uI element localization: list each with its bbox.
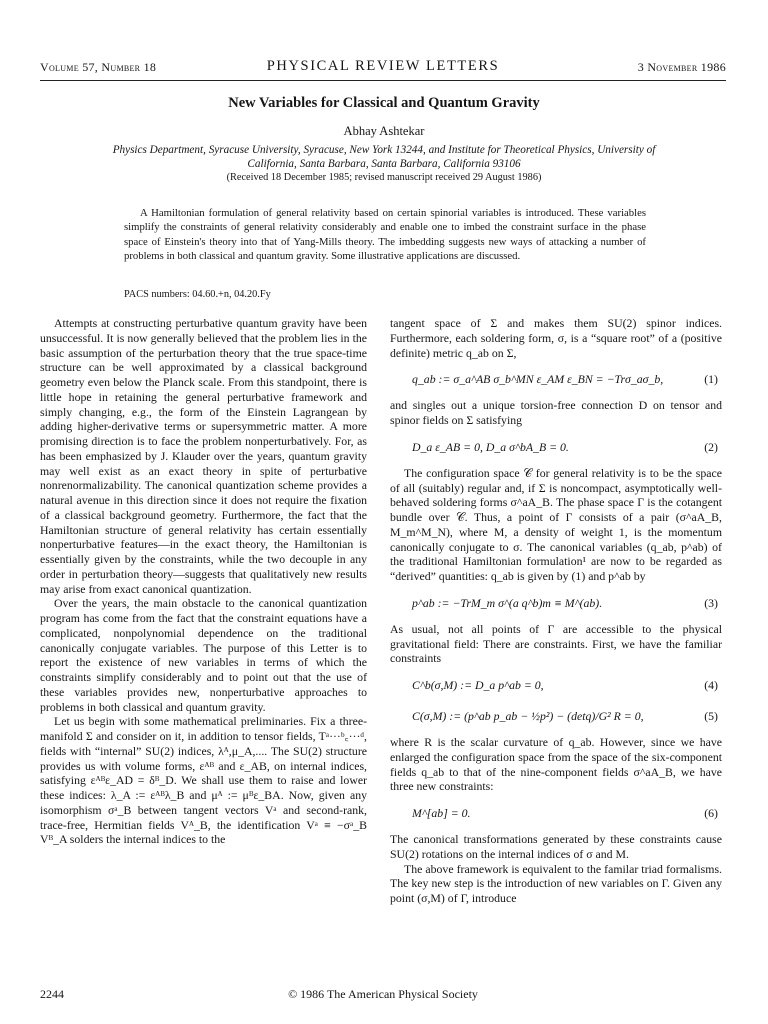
paragraph-configuration-space: The configuration space 𝒞 for general relativity is to be the space of all (suitably) regular and, if Σ is noncompact, asymptotically well-behaved soldering forms σ^aA_B. The phase space Γ is the cotangent bundle over 𝒞. Thus, a point of Γ consists of a pair (σ^aA_B, M_m^M_N), where M, a density of weight 1, is the momentum canonically conjugate to σ. The canonical variables (q_ab, p^ab) of the traditional Hamiltonian formulation¹ are now to be regarded as “derived” quantities: q_ab is given by (1) and p^ab by — [390, 465, 722, 583]
paragraph-constraints: As usual, not all points of Γ are accessible to the physical gravitational field: There are constraints. First, we have the familiar constraints — [390, 621, 722, 666]
paragraph-soldering: tangent space of Σ and makes them SU(2) spinor indices. Furthermore, each soldering form, σ, is a “square root” of a (positive definite) metric q_ab on Σ, — [390, 316, 722, 360]
equation-2-number: (2) — [704, 439, 718, 454]
equation-1-number: (1) — [704, 372, 718, 387]
equation-2 — [390, 435, 722, 459]
equation-5 — [390, 704, 722, 728]
right-column — [390, 316, 722, 906]
page-number: 2244 — [40, 987, 64, 1001]
equation-5-body: C(σ,M) := (p^ab p_ab − ½p²) − (detq)/G² R = 0, — [412, 709, 644, 723]
abstract: A Hamiltonian formulation of general relativity based on certain spinorial variables is introduced. These variables simplify the constraints of general relativity considerably and enable one to imbed the constraint surface in the phase space of Einstein's theory into that of Yang-Mills theory. The imbedding suggests new ways of attacking a number of problems in both classical and quantum gravity. Some illustrative applications are discussed. — [124, 207, 646, 262]
equation-2-body: D_a ε_AB = 0, D_a σ^bA_B = 0. — [412, 439, 569, 454]
equation-3-number: (3) — [704, 595, 718, 610]
equation-1-body: q_ab := σ_a^AB σ_b^MN ε_AM ε_BN = −Trσ_aσ_b, — [412, 372, 664, 387]
equation-6-number: (6) — [704, 806, 718, 820]
equation-5-number: (5) — [704, 709, 718, 723]
equation-1 — [390, 367, 722, 391]
equation-3-body: p^ab := −TrM_m σ^(a q^b)m ≡ M^(ab). — [412, 595, 603, 610]
paragraph-new-constraints: where R is the scalar curvature of q_ab. However, since we have enlarged the configuration space from the space of the six-component fields q_ab to that of the nine-component fields σ^aA_B, we have three new constraints: — [390, 735, 722, 794]
journal-name: PHYSICAL REVIEW LETTERS — [266, 58, 500, 74]
paragraph-canonical-transformations: The canonical transformations generated by these constraints cause SU(2) rotations on the internal indices of σ and M. — [390, 832, 722, 861]
pacs-numbers: PACS numbers: 04.60.+n, 04.20.Fy — [124, 289, 271, 300]
equation-6 — [390, 801, 722, 825]
received-dates: (Received 18 December 1985; revised manuscript received 29 August 1986) — [226, 172, 542, 183]
issue-date: 3 November 1986 — [637, 60, 726, 74]
running-header — [40, 58, 726, 81]
equation-6-body: M^[ab] = 0. — [412, 806, 471, 820]
paragraph-connection: and singles out a unique torsion-free connection D on tensor and spinor fields on Σ satisfying — [390, 398, 722, 427]
equation-4 — [390, 673, 722, 697]
paper-title: New Variables for Classical and Quantum Gravity — [228, 95, 540, 111]
author-name: Abhay Ashtekar — [343, 124, 425, 138]
equation-3 — [390, 591, 722, 615]
equation-4-body: C^b(σ,M) := D_a p^ab = 0, — [412, 678, 544, 692]
equation-4-number: (4) — [704, 678, 718, 692]
left-column — [40, 316, 367, 847]
copyright-notice: © 1986 The American Physical Society — [288, 987, 478, 1001]
paragraph-triad-formalism: The above framework is equivalent to the familar triad formalisms. The key new step is the introduction of new variables on Γ. Given any point (σ,M) of Γ, introduce — [390, 861, 722, 905]
volume-number: Volume 57, Number 18 — [40, 60, 157, 74]
author-affiliation: Physics Department, Syracuse University, Syracuse, New York 13244, and Institute for Theoretical Physics, University of California, Santa Barbara, Santa Barbara, California 93106 — [112, 144, 656, 170]
paragraph-obstacle: Over the years, the main obstacle to the canonical quantization program has come from the fact that the constraint equations have a complicated, nonpolynomial dependence on the traditional canonically conjugate variables. The purpose of this Letter is to report the existence of new variables in terms of which the constraints simplify considerably and to point out that the use of these variables provides new, nonperturbative approaches to problems in both classical and quantum gravity. — [40, 596, 367, 714]
paragraph-preliminaries: Let us begin with some mathematical preliminaries. Fix a three-manifold Σ and consider on it, in addition to tensor fields, Tᵃ···ᵇ꜀···ᵈ, fields with “internal” SU(2) indices, λᴬ,μ_A,.... The SU(2) structure provides us with volume forms, εᴬᴮ and ε_AB, on internal indices, satisfying εᴬᴮε_AD = δᴮ_D. We shall use them to raise and lower these indices: λ_A := εᴬᴮλ_B and μᴬ := μᴮε_BA. Now, given any isomorphism σᵃ_B between tangent vectors Vᵃ and second-rank, trace-free, Hermitian fields Vᴬ_B, the identification Vᵃ ≡ −σᵃ_B Vᴮ_A solders the internal indices to the — [40, 714, 367, 847]
paragraph-intro: Attempts at constructing perturbative quantum gravity have been unsuccessful. It is now generally believed that the problem lies in the basic assumption of the perturbation theory that the true space-time structure can be well approximated by a classical background geometry even below the Planck scale. From this standpoint, there is little hope in retaining the general perturbative framework and simply changing, e.g., the form of the Einstein Lagrangean by adding higher-derivative terms or supersymmetric matter. A more promising direction is to face the problem nonperturbatively. For, as has been emphasized by J. Klauder over the years, quantum gravity may well exist as an exact theory in spite of perturbative nonrenormalizability. The canonical quantization scheme provides a natural avenue in this direction since it does not require the fixation of a classical background geometry. Furthermore, the fact that the Hamiltonian structure of general relativity has certain essentially nonperturbative features—in the exact theory, the Hamiltonian is essentially given by the constraints, while the two decouple in any order in perturbation theory—suggests that qualitatively new results may arise from exact canonical quantization. — [40, 316, 367, 596]
